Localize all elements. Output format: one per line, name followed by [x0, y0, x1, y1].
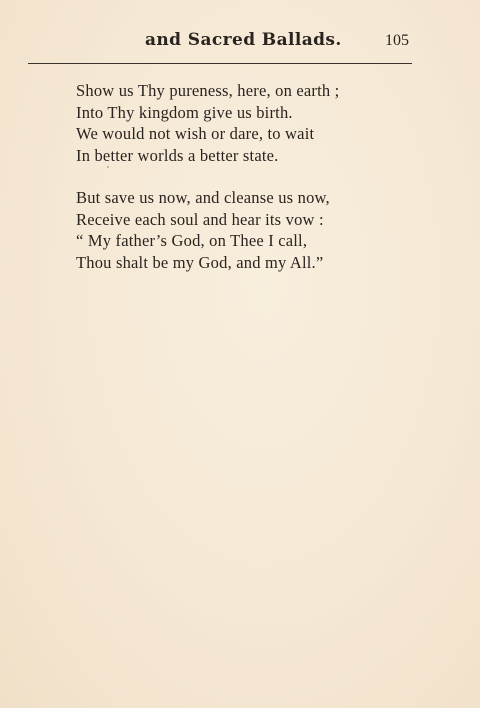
- stanza-2: [76, 187, 330, 273]
- verse-line: In better worlds a better state.: [76, 145, 279, 165]
- verse-line: But save us now, and cleanse us now,: [76, 188, 330, 207]
- running-head: [0, 30, 480, 54]
- verse-line: Show us Thy pureness, here, on earth ;: [76, 81, 340, 100]
- paper-speck: [107, 166, 109, 168]
- verse-line: Receive each soul and hear its vow :: [76, 209, 324, 229]
- running-title: and Sacred Ballads.: [145, 30, 342, 50]
- stanza-1: [76, 80, 339, 166]
- verse-line: Thou shalt be my God, and my All.”: [76, 252, 324, 272]
- verse-line: Into Thy kingdom give us birth.: [76, 102, 293, 122]
- page-number: 105: [385, 32, 409, 49]
- header-rule: [28, 63, 412, 64]
- verse-line: We would not wish or dare, to wait: [76, 124, 315, 143]
- verse-line: “ My father’s God, on Thee I call,: [76, 231, 308, 250]
